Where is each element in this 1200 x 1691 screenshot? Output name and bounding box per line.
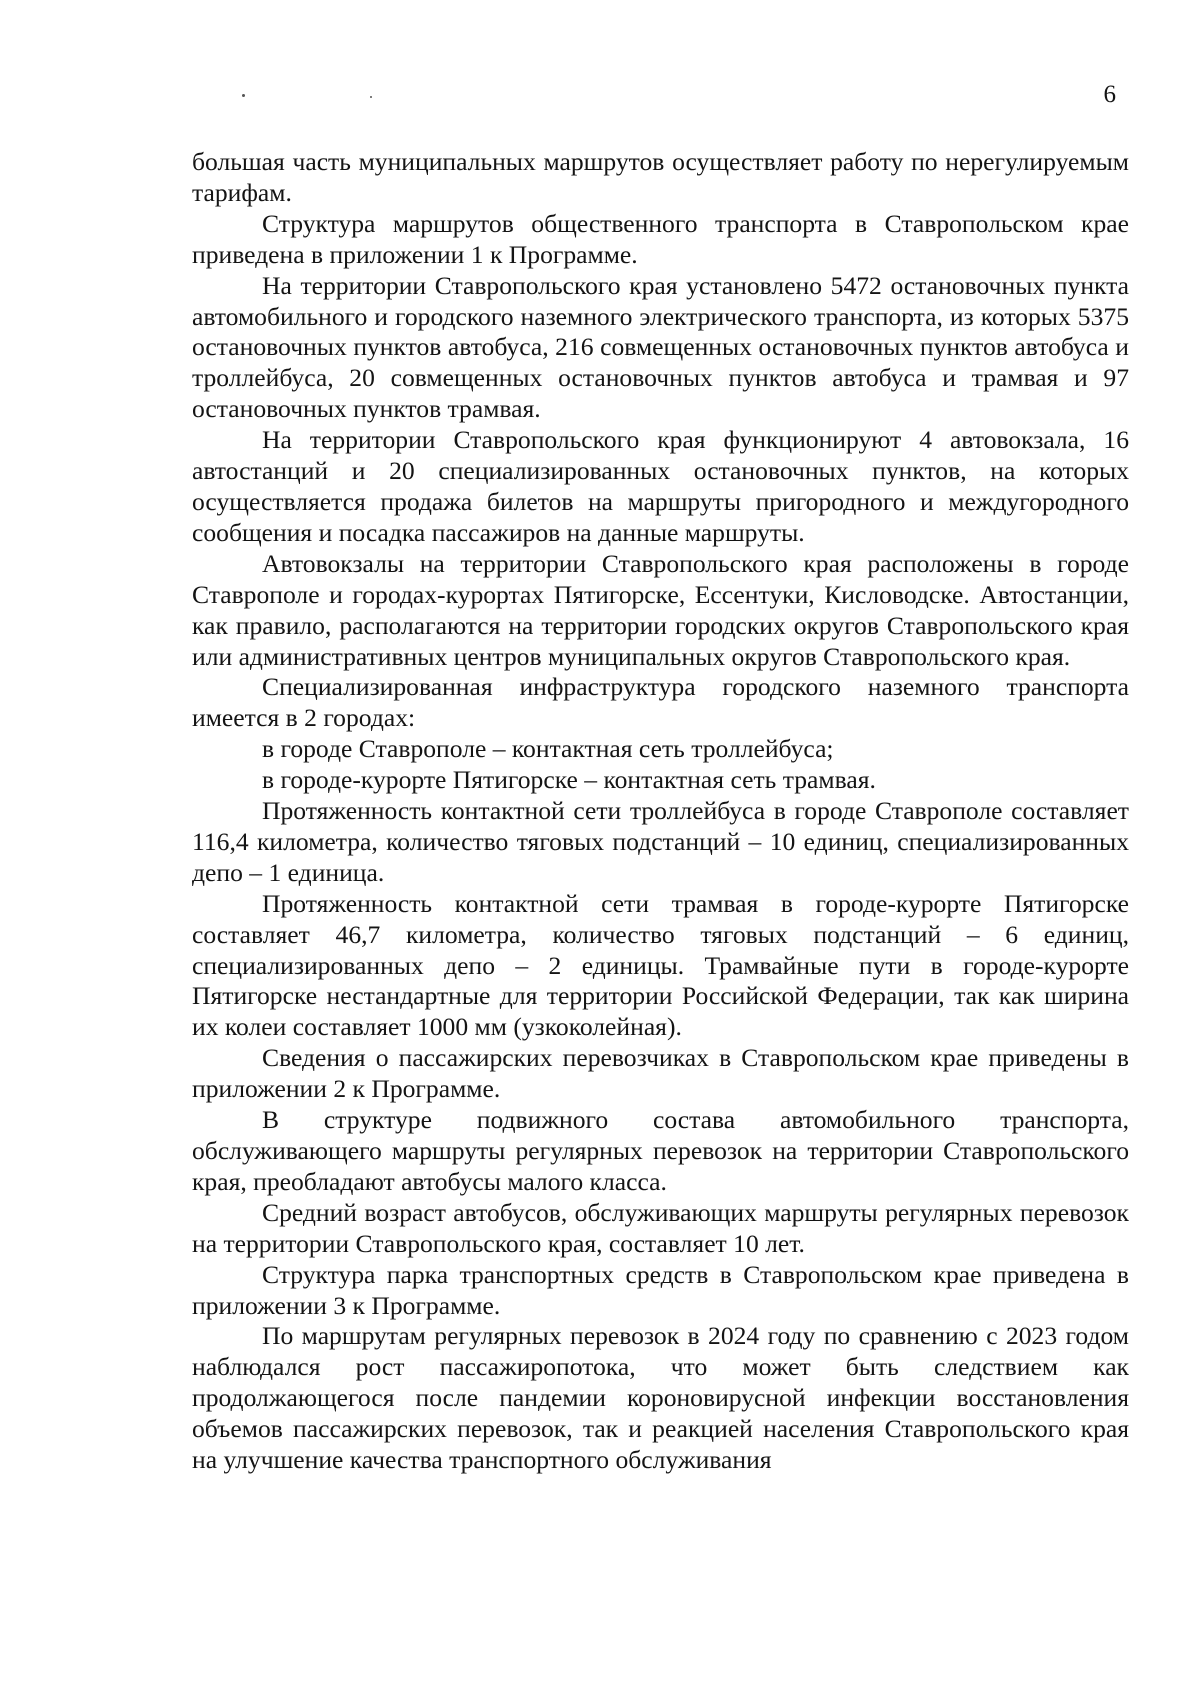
list-item: в городе-курорте Пятигорске – контактная сеть трамвая. <box>262 765 876 795</box>
paragraph-continuation: большая часть муниципальных маршрутов осуществляет работу по нерегулируемым тарифам. <box>192 147 1129 207</box>
paragraph: Сведения о пассажирских перевозчиках в Ставропольском крае приведены в приложении 2 к Программе. <box>192 1043 1129 1104</box>
paragraph: Структура парка транспортных средств в Ставропольском крае приведена в приложении 3 к Программе. <box>192 1259 1129 1320</box>
scan-speck <box>370 96 372 98</box>
scan-speck <box>242 94 245 97</box>
page-number: 6 <box>1103 81 1116 108</box>
paragraph: Протяженность контактной сети трамвая в городе-курорте Пятигорске составляет 46,7 километра, количество тяговых подстанций – 6 единиц, специализированных депо – 2 единицы. Трамвайные пути в городе-курорте Пятигорске нестандартные для территории Российской Федерации, так как ширина их колеи составляет 1000 мм (узкоколейная). <box>192 888 1129 1042</box>
document-body <box>192 147 1129 1476</box>
paragraph: Специализированная инфраструктура городского наземного транспорта имеется в 2 городах: <box>192 672 1129 733</box>
paragraph: На территории Ставропольского края функционируют 4 автовокзала, 16 автостанций и 20 специализированных остановочных пунктов, на которых осуществляется продажа билетов на маршруты пригородного и междугородного сообщения и посадка пассажиров на данные маршруты. <box>192 425 1129 547</box>
paragraph: В структуре подвижного состава автомобильного транспорта, обслуживающего маршруты регулярных перевозок на территории Ставропольского края, преобладают автобусы малого класса. <box>192 1105 1129 1196</box>
list-item: в городе Ставрополе – контактная сеть троллейбуса; <box>262 734 834 764</box>
paragraph: Средний возраст автобусов, обслуживающих маршруты регулярных перевозок на территории Ставропольского края, составляет 10 лет. <box>192 1197 1129 1258</box>
paragraph: На территории Ставропольского края установлено 5472 остановочных пункта автомобильного и городского наземного электрического транспорта, из которых 5375 остановочных пунктов автобуса, 216 совмещенных остановочных пунктов автобуса и троллейбуса, 20 совмещенных остановочных пунктов автобуса и трамвая и 97 остановочных пунктов трамвая. <box>192 270 1129 424</box>
paragraph: По маршрутам регулярных перевозок в 2024 году по сравнению с 2023 годом наблюдался рост пассажиропотока, что может быть следствием как продолжающегося после пандемии короновирусной инфекции восстановления объемов пассажирских перевозок, так и реакцией населения Ставропольского края на улучшение качества транспортного обслуживания <box>192 1321 1129 1475</box>
paragraph: Автовокзалы на территории Ставропольского края расположены в городе Ставрополе и городах-курортах Пятигорске, Ессентуки, Кисловодске. Автостанции, как правило, располагаются на территории городских округов Ставропольского края или административных центров муниципальных округов Ставропольского края. <box>192 548 1129 671</box>
paragraph: Протяженность контактной сети троллейбуса в городе Ставрополе составляет 116,4 километра, количество тяговых подстанций – 10 единиц, специализированных депо – 1 единица. <box>192 796 1129 887</box>
paragraph: Структура маршрутов общественного транспорта в Ставропольском крае приведена в приложении 1 к Программе. <box>192 208 1129 269</box>
